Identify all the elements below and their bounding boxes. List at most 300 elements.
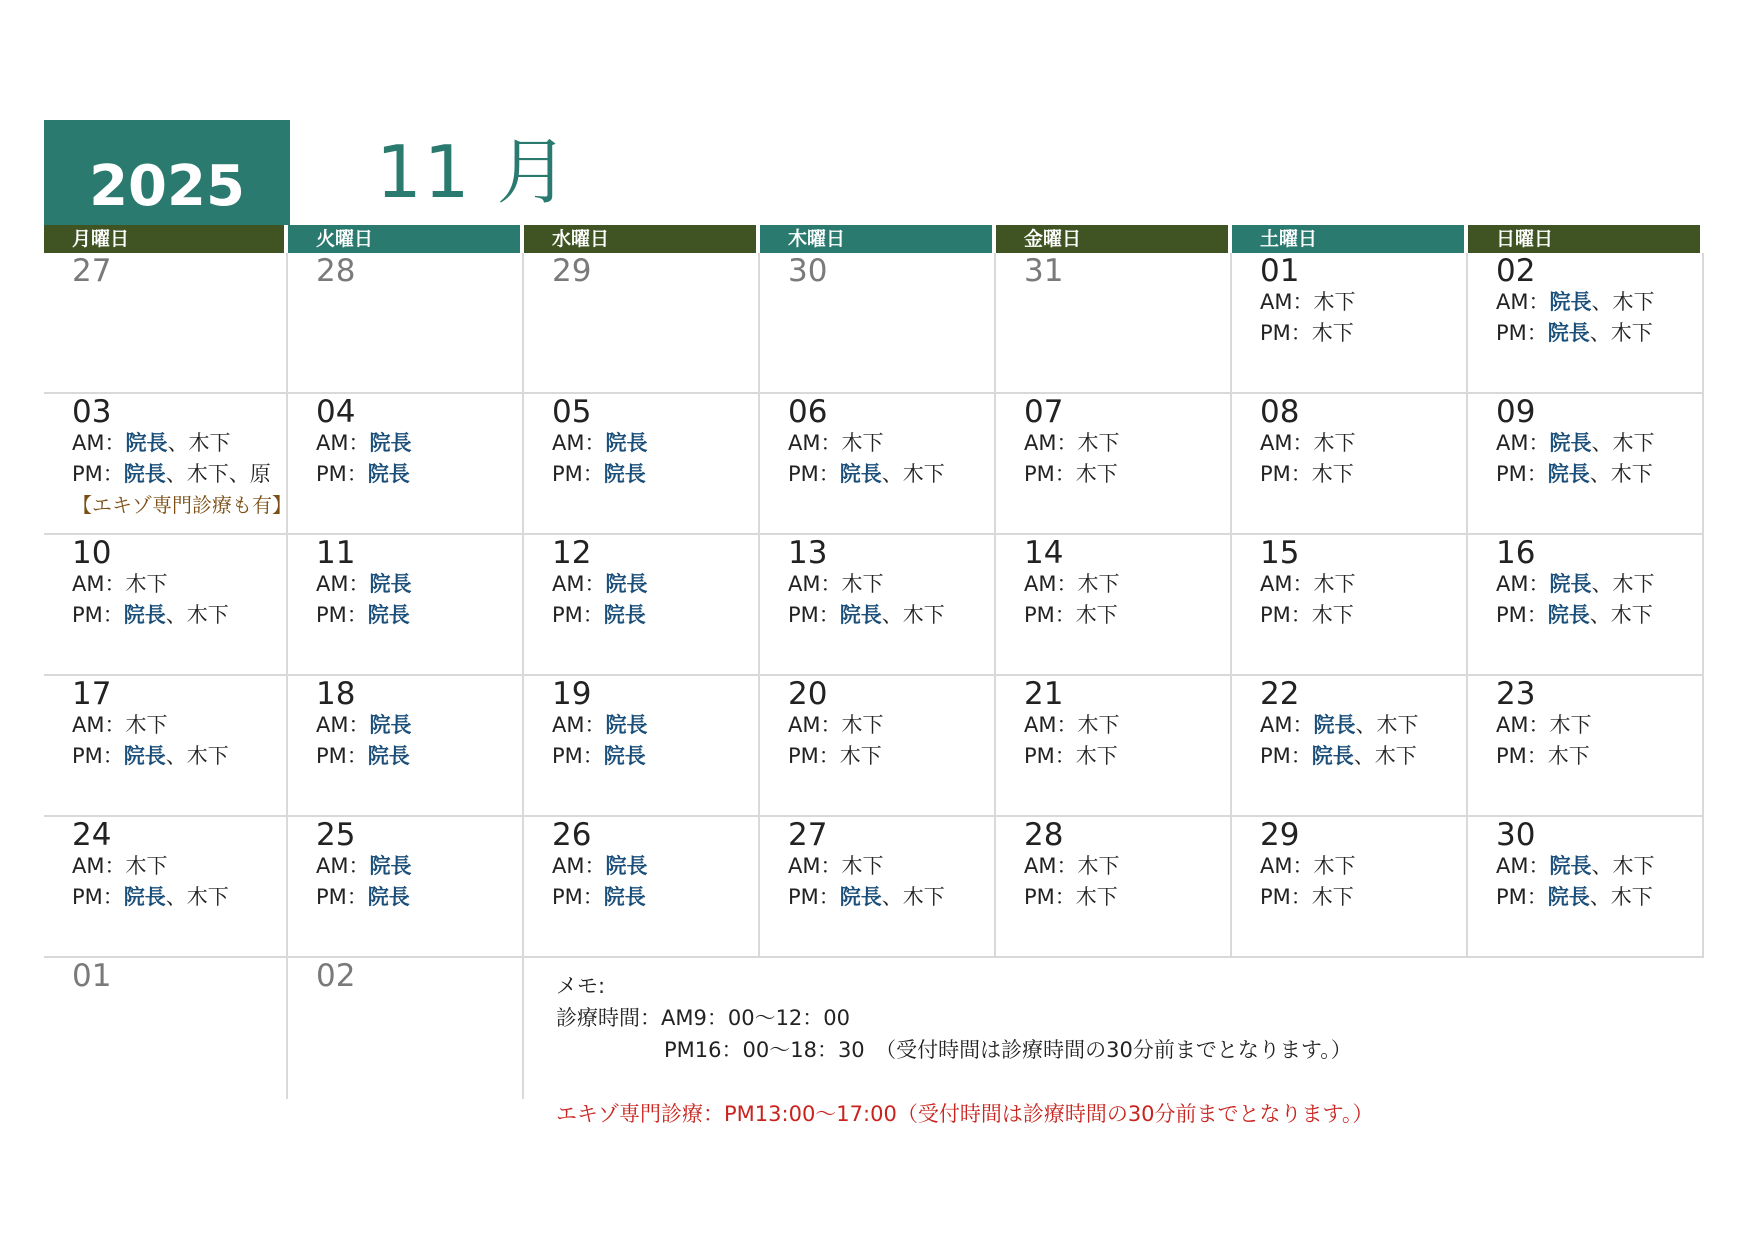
weekday-header: 木曜日 <box>760 225 992 253</box>
day-cell <box>44 817 288 958</box>
day-number: 06 <box>788 394 828 430</box>
slot-label: AM： <box>788 572 842 596</box>
slot-label: AM： <box>552 572 606 596</box>
memo-title: メモ: <box>556 974 606 998</box>
doctor-names: 木下 <box>1549 713 1592 737</box>
day-cell <box>44 535 288 676</box>
day-cell <box>524 817 760 958</box>
separator: 、 <box>1591 572 1613 596</box>
slot-label: PM： <box>1496 885 1548 909</box>
doctor-names: 木下 <box>186 744 229 768</box>
schedule-line <box>72 741 229 772</box>
day-number: 02 <box>1496 253 1536 289</box>
day-number: 01 <box>72 958 112 994</box>
director-name: 院長 <box>839 885 882 909</box>
director-name: 院長 <box>369 854 412 878</box>
director-name: 院長 <box>367 744 410 768</box>
day-number: 12 <box>552 535 592 571</box>
doctor-names: 木下 <box>1374 744 1417 768</box>
slot-label: PM： <box>1024 744 1076 768</box>
day-cell <box>44 253 288 394</box>
day-cell <box>996 394 1232 535</box>
slot-label: AM： <box>1496 431 1550 455</box>
day-cell <box>1468 676 1704 817</box>
doctor-names: 木下 <box>841 854 884 878</box>
day-number: 28 <box>1024 817 1064 853</box>
slot-label: AM： <box>72 431 126 455</box>
separator: 、 <box>167 431 189 455</box>
schedule-line <box>552 428 647 459</box>
doctor-names: 木下 <box>1075 885 1118 909</box>
day-cell <box>524 394 760 535</box>
slot-label: AM： <box>316 572 370 596</box>
schedule-line <box>1496 741 1591 772</box>
slot-label: PM： <box>1260 321 1312 345</box>
schedule-line <box>1024 569 1119 600</box>
day-schedule <box>788 851 945 913</box>
day-number: 22 <box>1260 676 1300 712</box>
day-schedule <box>1024 710 1119 772</box>
doctor-names: 木下 <box>188 431 231 455</box>
schedule-line <box>1496 318 1654 349</box>
doctor-names: 木下 <box>1075 744 1118 768</box>
day-cell <box>1232 817 1468 958</box>
separator: 、 <box>1589 321 1611 345</box>
day-cell <box>44 676 288 817</box>
day-cell <box>288 676 524 817</box>
schedule-line <box>1260 318 1355 349</box>
day-schedule <box>552 569 647 631</box>
doctor-names: 木下 <box>1610 885 1653 909</box>
director-name: 院長 <box>1549 290 1592 314</box>
slot-label: PM： <box>552 462 604 486</box>
day-note: 【エキゾ専門診療も有】 <box>72 493 292 517</box>
day-schedule <box>788 710 883 772</box>
schedule-line <box>552 600 647 631</box>
schedule-line <box>788 851 945 882</box>
day-cell <box>1232 676 1468 817</box>
schedule-line <box>788 882 945 913</box>
slot-label: PM： <box>1496 744 1548 768</box>
separator: 、 <box>1353 744 1375 768</box>
director-name: 院長 <box>369 431 412 455</box>
schedule-line <box>316 710 411 741</box>
schedule-line <box>552 741 647 772</box>
separator: 、 <box>165 885 187 909</box>
slot-label: PM： <box>552 885 604 909</box>
schedule-line <box>1496 600 1654 631</box>
slot-label: PM： <box>72 603 124 627</box>
doctor-names: 木下 <box>1075 603 1118 627</box>
doctor-names: 木下 <box>902 462 945 486</box>
doctor-names: 木下 <box>1077 431 1120 455</box>
slot-label: PM： <box>72 885 124 909</box>
day-schedule <box>316 569 411 631</box>
schedule-line <box>1024 851 1119 882</box>
day-number: 09 <box>1496 394 1536 430</box>
doctor-names: 木下 <box>1612 854 1655 878</box>
schedule-line <box>1260 851 1355 882</box>
slot-label: AM： <box>552 713 606 737</box>
separator: 、 <box>881 885 903 909</box>
slot-label: AM： <box>1496 854 1550 878</box>
slot-label: AM： <box>788 854 842 878</box>
director-name: 院長 <box>123 885 166 909</box>
weekday-header: 月曜日 <box>44 225 284 253</box>
director-name: 院長 <box>1313 713 1356 737</box>
slot-label: AM： <box>788 431 842 455</box>
director-name: 院長 <box>123 603 166 627</box>
separator: 、 <box>165 462 187 486</box>
schedule-line <box>316 459 411 490</box>
day-cell <box>288 958 524 1099</box>
slot-label: PM： <box>1260 744 1312 768</box>
slot-label: AM： <box>1496 713 1550 737</box>
day-cell <box>524 535 760 676</box>
director-name: 院長 <box>1547 321 1590 345</box>
doctor-names: 木下 <box>1077 572 1120 596</box>
slot-label: AM： <box>1260 713 1314 737</box>
day-cell <box>996 535 1232 676</box>
weekday-header: 水曜日 <box>524 225 756 253</box>
day-cell <box>1232 394 1468 535</box>
director-name: 院長 <box>605 854 648 878</box>
director-name: 院長 <box>839 462 882 486</box>
day-cell <box>760 676 996 817</box>
schedule-line <box>552 710 647 741</box>
weekday-header: 土曜日 <box>1232 225 1464 253</box>
doctor-names: 木下 <box>1077 854 1120 878</box>
day-cell <box>760 817 996 958</box>
day-number: 28 <box>316 253 356 289</box>
weekday-header: 金曜日 <box>996 225 1228 253</box>
day-schedule <box>1024 569 1119 631</box>
separator: 、 <box>165 603 187 627</box>
doctor-names: 木下 <box>1311 462 1354 486</box>
separator: 、 <box>881 603 903 627</box>
director-name: 院長 <box>369 572 412 596</box>
day-schedule <box>72 569 229 631</box>
day-number: 21 <box>1024 676 1064 712</box>
schedule-line <box>316 882 411 913</box>
day-number: 07 <box>1024 394 1064 430</box>
schedule-line <box>316 600 411 631</box>
day-schedule <box>552 428 647 490</box>
doctor-names: 木下 <box>1313 854 1356 878</box>
day-number: 30 <box>788 253 828 289</box>
year-badge: 2025 <box>44 120 290 225</box>
director-name: 院長 <box>605 713 648 737</box>
slot-label: PM： <box>72 744 124 768</box>
day-schedule <box>1260 428 1355 490</box>
schedule-line <box>1260 600 1355 631</box>
director-name: 院長 <box>603 462 646 486</box>
director-name: 院長 <box>1547 603 1590 627</box>
director-name: 院長 <box>605 431 648 455</box>
slot-label: PM： <box>1260 885 1312 909</box>
doctor-names: 木下 <box>1313 290 1356 314</box>
director-name: 院長 <box>839 603 882 627</box>
schedule-line <box>1496 851 1654 882</box>
separator: 、 <box>1589 885 1611 909</box>
day-number: 20 <box>788 676 828 712</box>
schedule-line <box>1496 710 1591 741</box>
day-schedule <box>788 428 945 490</box>
schedule-line <box>1260 741 1418 772</box>
schedule-line <box>788 459 945 490</box>
day-schedule <box>316 851 411 913</box>
schedule-line <box>552 851 647 882</box>
day-cell <box>524 676 760 817</box>
schedule-line <box>72 600 229 631</box>
director-name: 院長 <box>1549 572 1592 596</box>
day-schedule <box>316 710 411 772</box>
slot-label: PM： <box>552 744 604 768</box>
slot-label: AM： <box>1024 713 1078 737</box>
doctor-names: 木下 <box>841 572 884 596</box>
schedule-line <box>552 459 647 490</box>
day-cell <box>288 817 524 958</box>
day-cell <box>1232 535 1468 676</box>
doctor-names: 木下 <box>1376 713 1419 737</box>
doctor-names: 木下 <box>1313 572 1356 596</box>
director-name: 院長 <box>367 885 410 909</box>
doctor-names: 木下 <box>186 885 229 909</box>
slot-label: AM： <box>1024 572 1078 596</box>
schedule-line <box>1496 287 1654 318</box>
doctor-names: 木下 <box>1610 321 1653 345</box>
separator: 、 <box>165 744 187 768</box>
slot-label: AM： <box>1260 290 1314 314</box>
month-title: 11 月 <box>376 130 571 214</box>
day-cell <box>1468 535 1704 676</box>
day-schedule <box>1496 428 1654 490</box>
day-cell <box>1232 253 1468 394</box>
director-name: 院長 <box>603 603 646 627</box>
doctor-names: 木下 <box>841 431 884 455</box>
weekday-header: 火曜日 <box>288 225 520 253</box>
day-number: 01 <box>1260 253 1300 289</box>
doctor-names: 木下 <box>1311 885 1354 909</box>
slot-label: PM： <box>1496 321 1548 345</box>
schedule-line <box>316 851 411 882</box>
doctor-names: 木下 <box>1612 290 1655 314</box>
day-number: 02 <box>316 958 356 994</box>
day-schedule <box>1496 710 1591 772</box>
day-number: 29 <box>1260 817 1300 853</box>
separator: 、 <box>1589 462 1611 486</box>
day-cell <box>44 394 292 535</box>
slot-label: PM： <box>1024 603 1076 627</box>
slot-label: AM： <box>1496 572 1550 596</box>
weekday-header-row <box>44 225 1716 253</box>
slot-label: PM： <box>316 885 368 909</box>
slot-label: AM： <box>316 431 370 455</box>
doctor-names: 木下 <box>1313 431 1356 455</box>
day-number: 17 <box>72 676 112 712</box>
day-number: 10 <box>72 535 112 571</box>
director-name: 院長 <box>367 603 410 627</box>
slot-label: AM： <box>1024 854 1078 878</box>
day-number: 26 <box>552 817 592 853</box>
day-cell <box>288 535 524 676</box>
slot-label: PM： <box>1496 462 1548 486</box>
slot-label: AM： <box>1496 290 1550 314</box>
slot-label: PM： <box>1496 603 1548 627</box>
slot-label: AM： <box>1260 572 1314 596</box>
day-schedule <box>788 569 945 631</box>
day-cell <box>760 253 996 394</box>
director-name: 院長 <box>1549 854 1592 878</box>
director-name: 院長 <box>1549 431 1592 455</box>
director-name: 院長 <box>123 744 166 768</box>
separator: 、 <box>1355 713 1377 737</box>
director-name: 院長 <box>605 572 648 596</box>
day-cell <box>996 253 1232 394</box>
doctor-names: 木下 <box>186 603 229 627</box>
schedule-line <box>1024 428 1119 459</box>
slot-label: PM： <box>788 603 840 627</box>
slot-label: PM： <box>1024 885 1076 909</box>
day-number: 11 <box>316 535 356 571</box>
schedule-line <box>1260 428 1355 459</box>
memo-section <box>556 970 1373 1130</box>
day-cell <box>996 676 1232 817</box>
slot-label: AM： <box>1260 431 1314 455</box>
day-cell <box>1468 253 1704 394</box>
schedule-line <box>1024 741 1119 772</box>
schedule-line <box>72 710 229 741</box>
schedule-line <box>552 882 647 913</box>
schedule-line <box>552 569 647 600</box>
schedule-line <box>316 428 411 459</box>
schedule-line <box>788 741 883 772</box>
day-number: 05 <box>552 394 592 430</box>
day-number: 15 <box>1260 535 1300 571</box>
slot-label: PM： <box>1260 603 1312 627</box>
director-name: 院長 <box>367 462 410 486</box>
day-schedule <box>552 710 647 772</box>
schedule-line <box>72 459 292 490</box>
slot-label: AM： <box>552 431 606 455</box>
doctor-names: 木下 <box>902 885 945 909</box>
schedule-line <box>1260 882 1355 913</box>
doctor-names: 木下、原 <box>186 462 271 486</box>
day-schedule <box>1496 569 1654 631</box>
doctor-names: 木下 <box>1311 321 1354 345</box>
day-number: 13 <box>788 535 828 571</box>
schedule-line <box>1496 428 1654 459</box>
day-schedule <box>1496 851 1654 913</box>
doctor-names: 木下 <box>1612 431 1655 455</box>
day-schedule <box>1260 710 1418 772</box>
day-schedule <box>1024 428 1119 490</box>
doctor-names: 木下 <box>125 713 168 737</box>
director-name: 院長 <box>603 885 646 909</box>
slot-label: AM： <box>72 572 126 596</box>
schedule-line <box>1024 600 1119 631</box>
slot-label: AM： <box>788 713 842 737</box>
schedule-line <box>72 569 229 600</box>
day-number: 08 <box>1260 394 1300 430</box>
slot-label: AM： <box>316 713 370 737</box>
doctor-names: 木下 <box>1075 462 1118 486</box>
slot-label: PM： <box>788 744 840 768</box>
slot-label: AM： <box>72 713 126 737</box>
doctor-names: 木下 <box>1077 713 1120 737</box>
schedule-line <box>72 882 229 913</box>
day-schedule <box>316 428 411 490</box>
doctor-names: 木下 <box>1610 603 1653 627</box>
day-cell <box>760 535 996 676</box>
doctor-names: 木下 <box>1610 462 1653 486</box>
schedule-line <box>316 741 411 772</box>
separator: 、 <box>1591 290 1613 314</box>
day-schedule <box>552 851 647 913</box>
schedule-line <box>1260 569 1355 600</box>
schedule-line <box>1496 882 1654 913</box>
day-number: 04 <box>316 394 356 430</box>
schedule-line <box>1024 459 1119 490</box>
slot-label: PM： <box>788 462 840 486</box>
schedule-line <box>1260 710 1418 741</box>
slot-label: PM： <box>72 462 124 486</box>
day-number: 16 <box>1496 535 1536 571</box>
day-number: 27 <box>72 253 112 289</box>
doctor-names: 木下 <box>1547 744 1590 768</box>
slot-label: PM： <box>552 603 604 627</box>
day-number: 14 <box>1024 535 1064 571</box>
slot-label: AM： <box>316 854 370 878</box>
director-name: 院長 <box>1311 744 1354 768</box>
doctor-names: 木下 <box>902 603 945 627</box>
day-number: 03 <box>72 394 112 430</box>
director-name: 院長 <box>125 431 168 455</box>
memo-exotic-hours: エキゾ専門診療：PM13:00～17:00（受付時間は診療時間の30分前までとなります。） <box>556 1102 1374 1126</box>
schedule-line <box>1496 569 1654 600</box>
day-schedule <box>72 851 229 913</box>
slot-label: PM： <box>316 462 368 486</box>
schedule-line <box>788 569 945 600</box>
schedule-line <box>1496 459 1654 490</box>
schedule-line <box>788 600 945 631</box>
slot-label: PM： <box>1260 462 1312 486</box>
day-cell <box>1468 394 1704 535</box>
day-number: 24 <box>72 817 112 853</box>
director-name: 院長 <box>123 462 166 486</box>
schedule-line <box>788 428 945 459</box>
separator: 、 <box>1591 854 1613 878</box>
slot-label: AM： <box>72 854 126 878</box>
schedule-line <box>72 851 229 882</box>
schedule-line <box>1260 287 1355 318</box>
day-number: 30 <box>1496 817 1536 853</box>
day-number: 31 <box>1024 253 1064 289</box>
day-schedule <box>1496 287 1654 349</box>
slot-label: PM： <box>788 885 840 909</box>
slot-label: PM： <box>316 744 368 768</box>
day-number: 23 <box>1496 676 1536 712</box>
day-schedule <box>72 428 292 521</box>
day-cell <box>288 253 524 394</box>
day-cell <box>44 958 288 1099</box>
schedule-line <box>1024 882 1119 913</box>
doctor-names: 木下 <box>1311 603 1354 627</box>
director-name: 院長 <box>369 713 412 737</box>
day-number: 18 <box>316 676 356 712</box>
doctor-names: 木下 <box>1612 572 1655 596</box>
doctor-names: 木下 <box>125 854 168 878</box>
